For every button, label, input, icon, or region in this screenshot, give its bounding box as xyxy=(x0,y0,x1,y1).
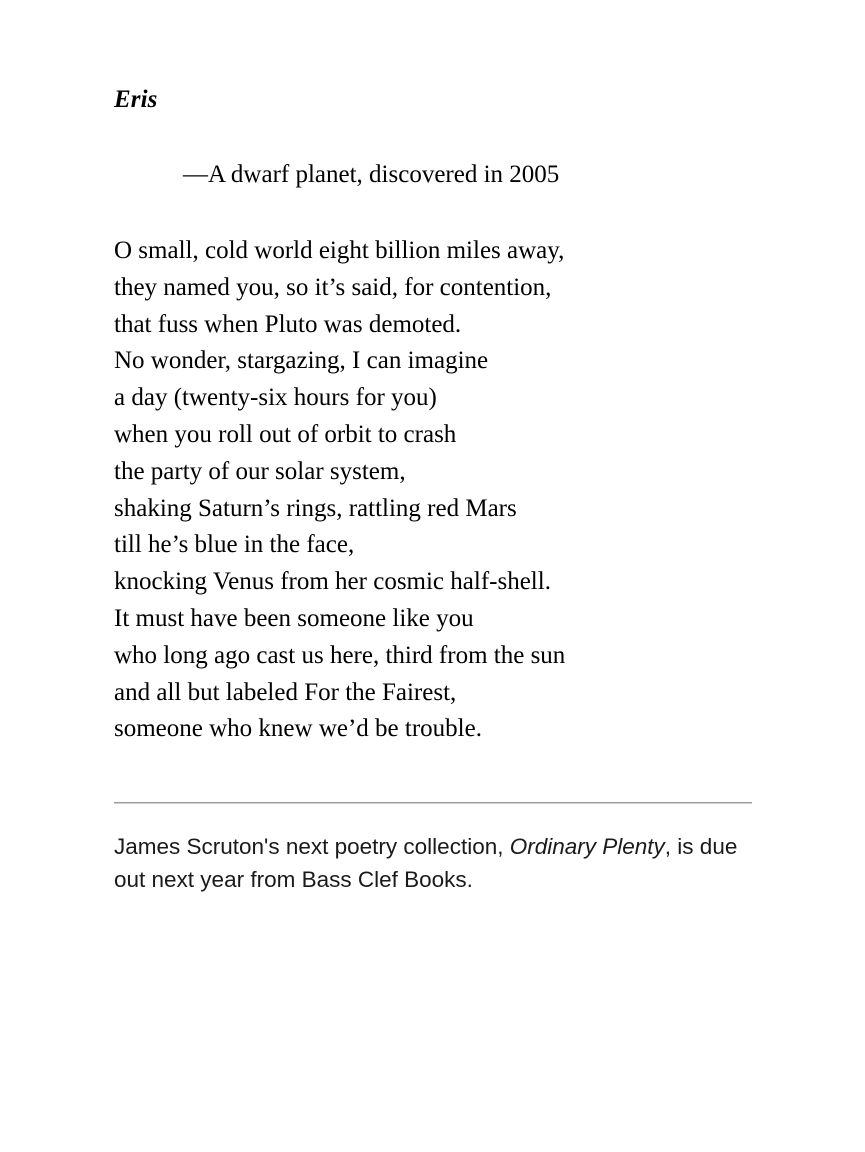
poem-line: the party of our solar system, xyxy=(114,457,406,485)
poem-line: It must have been someone like you xyxy=(114,604,474,632)
poem-body xyxy=(114,190,814,748)
poem-line: that fuss when Pluto was demoted. xyxy=(114,310,462,338)
poem-line: shaking Saturn’s rings, rattling red Mars xyxy=(114,494,517,522)
bio-text-before: James Scruton's next poetry collection, xyxy=(114,834,510,860)
poem-line: a day (twenty-six hours for you) xyxy=(114,384,437,412)
poem-attribution: —A dwarf planet, discovered in 2005 xyxy=(183,161,560,188)
poem-line: and all but labeled For the Fairest, xyxy=(114,678,457,706)
page-content xyxy=(114,0,814,896)
poem-line: who long ago cast us here, third from the sun xyxy=(114,641,566,669)
poem-line: O small, cold world eight billion miles away, xyxy=(114,237,565,264)
poem-title: Eris xyxy=(114,86,158,113)
bio-text-after: , is due out next year from Bass Clef Books. xyxy=(114,834,738,893)
poem-line: till he’s blue in the face, xyxy=(114,531,355,559)
author-bio-note xyxy=(114,804,746,896)
poem-line: someone who knew we’d be trouble. xyxy=(114,715,482,743)
poem-line: when you roll out of orbit to crash xyxy=(114,420,457,448)
poem-line: knocking Venus from her cosmic half-shell. xyxy=(114,568,551,596)
bio-book-title: Ordinary Plenty xyxy=(509,834,665,860)
poem-line: they named you, so it’s said, for contention, xyxy=(114,273,552,301)
poem-line: No wonder, stargazing, I can imagine xyxy=(114,347,489,375)
